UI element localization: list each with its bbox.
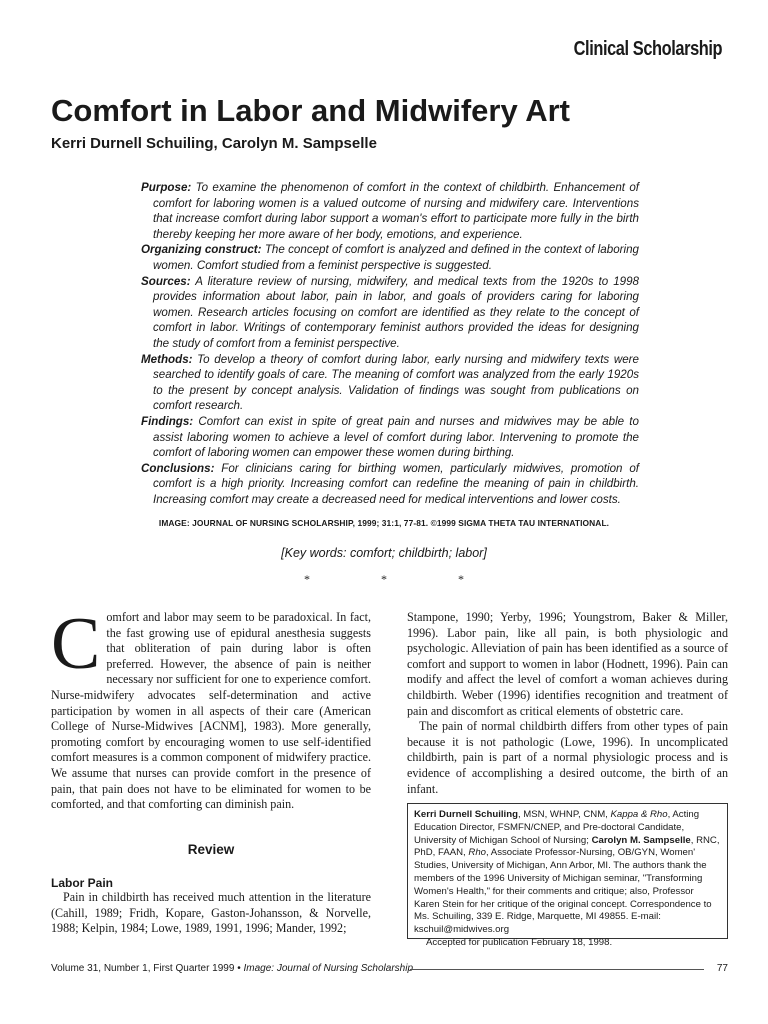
abstract-text: The concept of comfort is analyzed and defined in the context of laboring women. Comfort studied from a feminist perspective is suggested. [153, 243, 639, 272]
body-paragraph: Pain in childbirth has received much attention in the literature (Cahill, 1989; Fridh, Kopare, Gaston-Johansson, & Norvelle, 1988; Kelpin, 1984; Lowe, 1989, 1991, 1996; Mander, 1992; [51, 890, 371, 936]
abstract-label: Sources: [141, 274, 191, 288]
section-label: Clinical Scholarship [573, 38, 722, 60]
abstract-findings [141, 414, 639, 461]
abstract-label: Methods: [141, 352, 193, 366]
abstract-text: To develop a theory of comfort during labor, early nursing and midwifery texts were searched to identify goals of care. The meaning of comfort was analyzed from the early 1920s to the present by concept analysis. Validation of findings was sought from publications on comfort research. [153, 352, 639, 413]
footer-journal: Image: Journal of Nursing Scholarship [243, 963, 414, 974]
chapter-name: Rho [468, 847, 486, 859]
body-column-right [407, 610, 728, 797]
journal-citation: IMAGE: JOURNAL OF NURSING SCHOLARSHIP, 1999; 31:1, 77-81. ©1999 SIGMA THETA TAU INTERNATIONAL. [158, 518, 610, 528]
body-column-left-lower [51, 890, 371, 937]
footer-volume: Volume 31, Number 1, First Quarter 1999 • [51, 963, 244, 974]
review-heading: Review [187, 842, 235, 857]
body-column-left [51, 603, 371, 813]
page-footer [51, 963, 413, 974]
author-name: Carolyn M. Sampselle [591, 834, 691, 846]
accepted-date: Accepted for publication February 18, 1998. [426, 936, 613, 948]
abstract-text: For clinicians caring for birthing women, particularly midwives, promotion of comfort is a high priority. Increasing comfort can redefine the meaning of pain in childbirth. Increasing comfort may create a decreased need for medical interventions and lower costs. [153, 461, 639, 506]
abstract-label: Purpose: [141, 181, 192, 194]
abstract-text: Comfort can exist in spite of great pain and nurses and midwives may be able to assist laboring women to achieve a level of comfort during labor. Intervening to promote the comfort of laboring women can empower these women during birthing. [153, 414, 639, 460]
body-paragraph: omfort and labor may seem to be paradoxical. In fact, the fast growing use of epidural anesthesia suggests that obliteration of pain during labor is often preferred. However, the absence of pain is neither necessary nor sufficient for one to experience comfort. Nurse-midwifery advocates self-determination and active participation by women in all aspects of their care (American College of Nurse-Midwives [ACNM], 1983). More generally, promoting comfort by encouraging women to use self-identified comfort measures is a common component of midwifery practice. We assume that nurses can provide comfort in the presence of pain, that pain does not have to be eliminated for women to be comforted, and that comforting can diminish pain. [51, 610, 371, 812]
bio-text: , MSN, WHNP, CNM, [517, 809, 611, 820]
author-name: Kerri Durnell Schuiling [414, 809, 518, 820]
abstract [141, 180, 639, 507]
abstract-label: Findings: [141, 414, 194, 428]
abstract-conclusions [141, 461, 639, 508]
bio-text: , Acting Education Director, FSMFN/CNEP, and Pre-doctoral Candidate, University of Michigan School of Nursing; [414, 809, 700, 846]
body-paragraph: The pain of normal childbirth differs from other types of pain because it is not pathologic (Lowe, 1996). In uncomplicated childbirth, pain is part of a normal physiologic process and is evidence of accomplishing a desired outcome, the birth of an infant. [407, 719, 728, 796]
article-title: Comfort in Labor and Midwifery Art [51, 93, 570, 128]
chapter-name: Kappa & Rho [610, 809, 668, 820]
page-number: 77 [716, 963, 728, 974]
body-paragraph: Stampone, 1990; Yerby, 1996; Youngstrom, Baker & Miller, 1996). Labor pain, like all pain, is both physiologic and psychologic. Alleviation of pain has been identified as a source of comfort and support to women in labor (Hodnett, 1996). Pain can modify and affect the level of comfort a woman achieves during childbirth. Weber (1996) identifies recognition and treatment of pain and discomfort as critical elements of obstetric care. [407, 610, 728, 718]
bio-text: , Associate Professor-Nursing, OB/GYN, Women' Studies, University of Michigan, Ann Arbor, MI. The authors thank the members of the 1996 University of Michigan seminar, "Transforming Women's Health," for their comments and critique; also, Professor Karen Stein for her critique of the original concept. Correspondence to Ms. Schuiling, 339 E. Ridge, Marquette, MI 49855. E-mail: kschuil@midwives.org [414, 847, 712, 936]
author-list: Kerri Durnell Schuiling, Carolyn M. Sampselle [51, 135, 377, 152]
abstract-text: To examine the phenomenon of comfort in the context of childbirth. Enhancement of comfort for laboring women is a valued outcome of nursing and midwifery care. Interventions that increase comfort during labor support a woman's effort to participate more fully in the birth thereby keeping her more aware of her body, emotions, and experience. [153, 181, 639, 241]
abstract-sources [141, 274, 639, 352]
labor-pain-heading: Labor Pain [51, 876, 114, 890]
abstract-purpose [141, 180, 639, 242]
author-bio-text [414, 809, 721, 937]
abstract-organizing-construct [141, 242, 639, 273]
section-separator: * * * [304, 572, 498, 586]
author-bio-box [407, 803, 728, 948]
bio-text: , RNC, PhD, FAAN, [414, 834, 720, 859]
drop-cap: C [51, 603, 101, 685]
abstract-label: Conclusions: [141, 461, 215, 475]
abstract-label: Organizing construct: [141, 243, 262, 257]
abstract-methods [141, 352, 639, 414]
keywords: [Key words: comfort; childbirth; labor] [281, 546, 487, 560]
abstract-text: A literature review of nursing, midwifery, and medical texts from the 1920s to 1998 provides information about labor, pain in labor, and goals of providers caring for laboring women. Research articles focusing on comfort are identified as they relate to the concept of comfort in labor. Writings of contemporary feminist authors provided the ideas for designing the study of comfort from a feminist perspective. [153, 274, 639, 350]
footer-rule [410, 969, 704, 970]
